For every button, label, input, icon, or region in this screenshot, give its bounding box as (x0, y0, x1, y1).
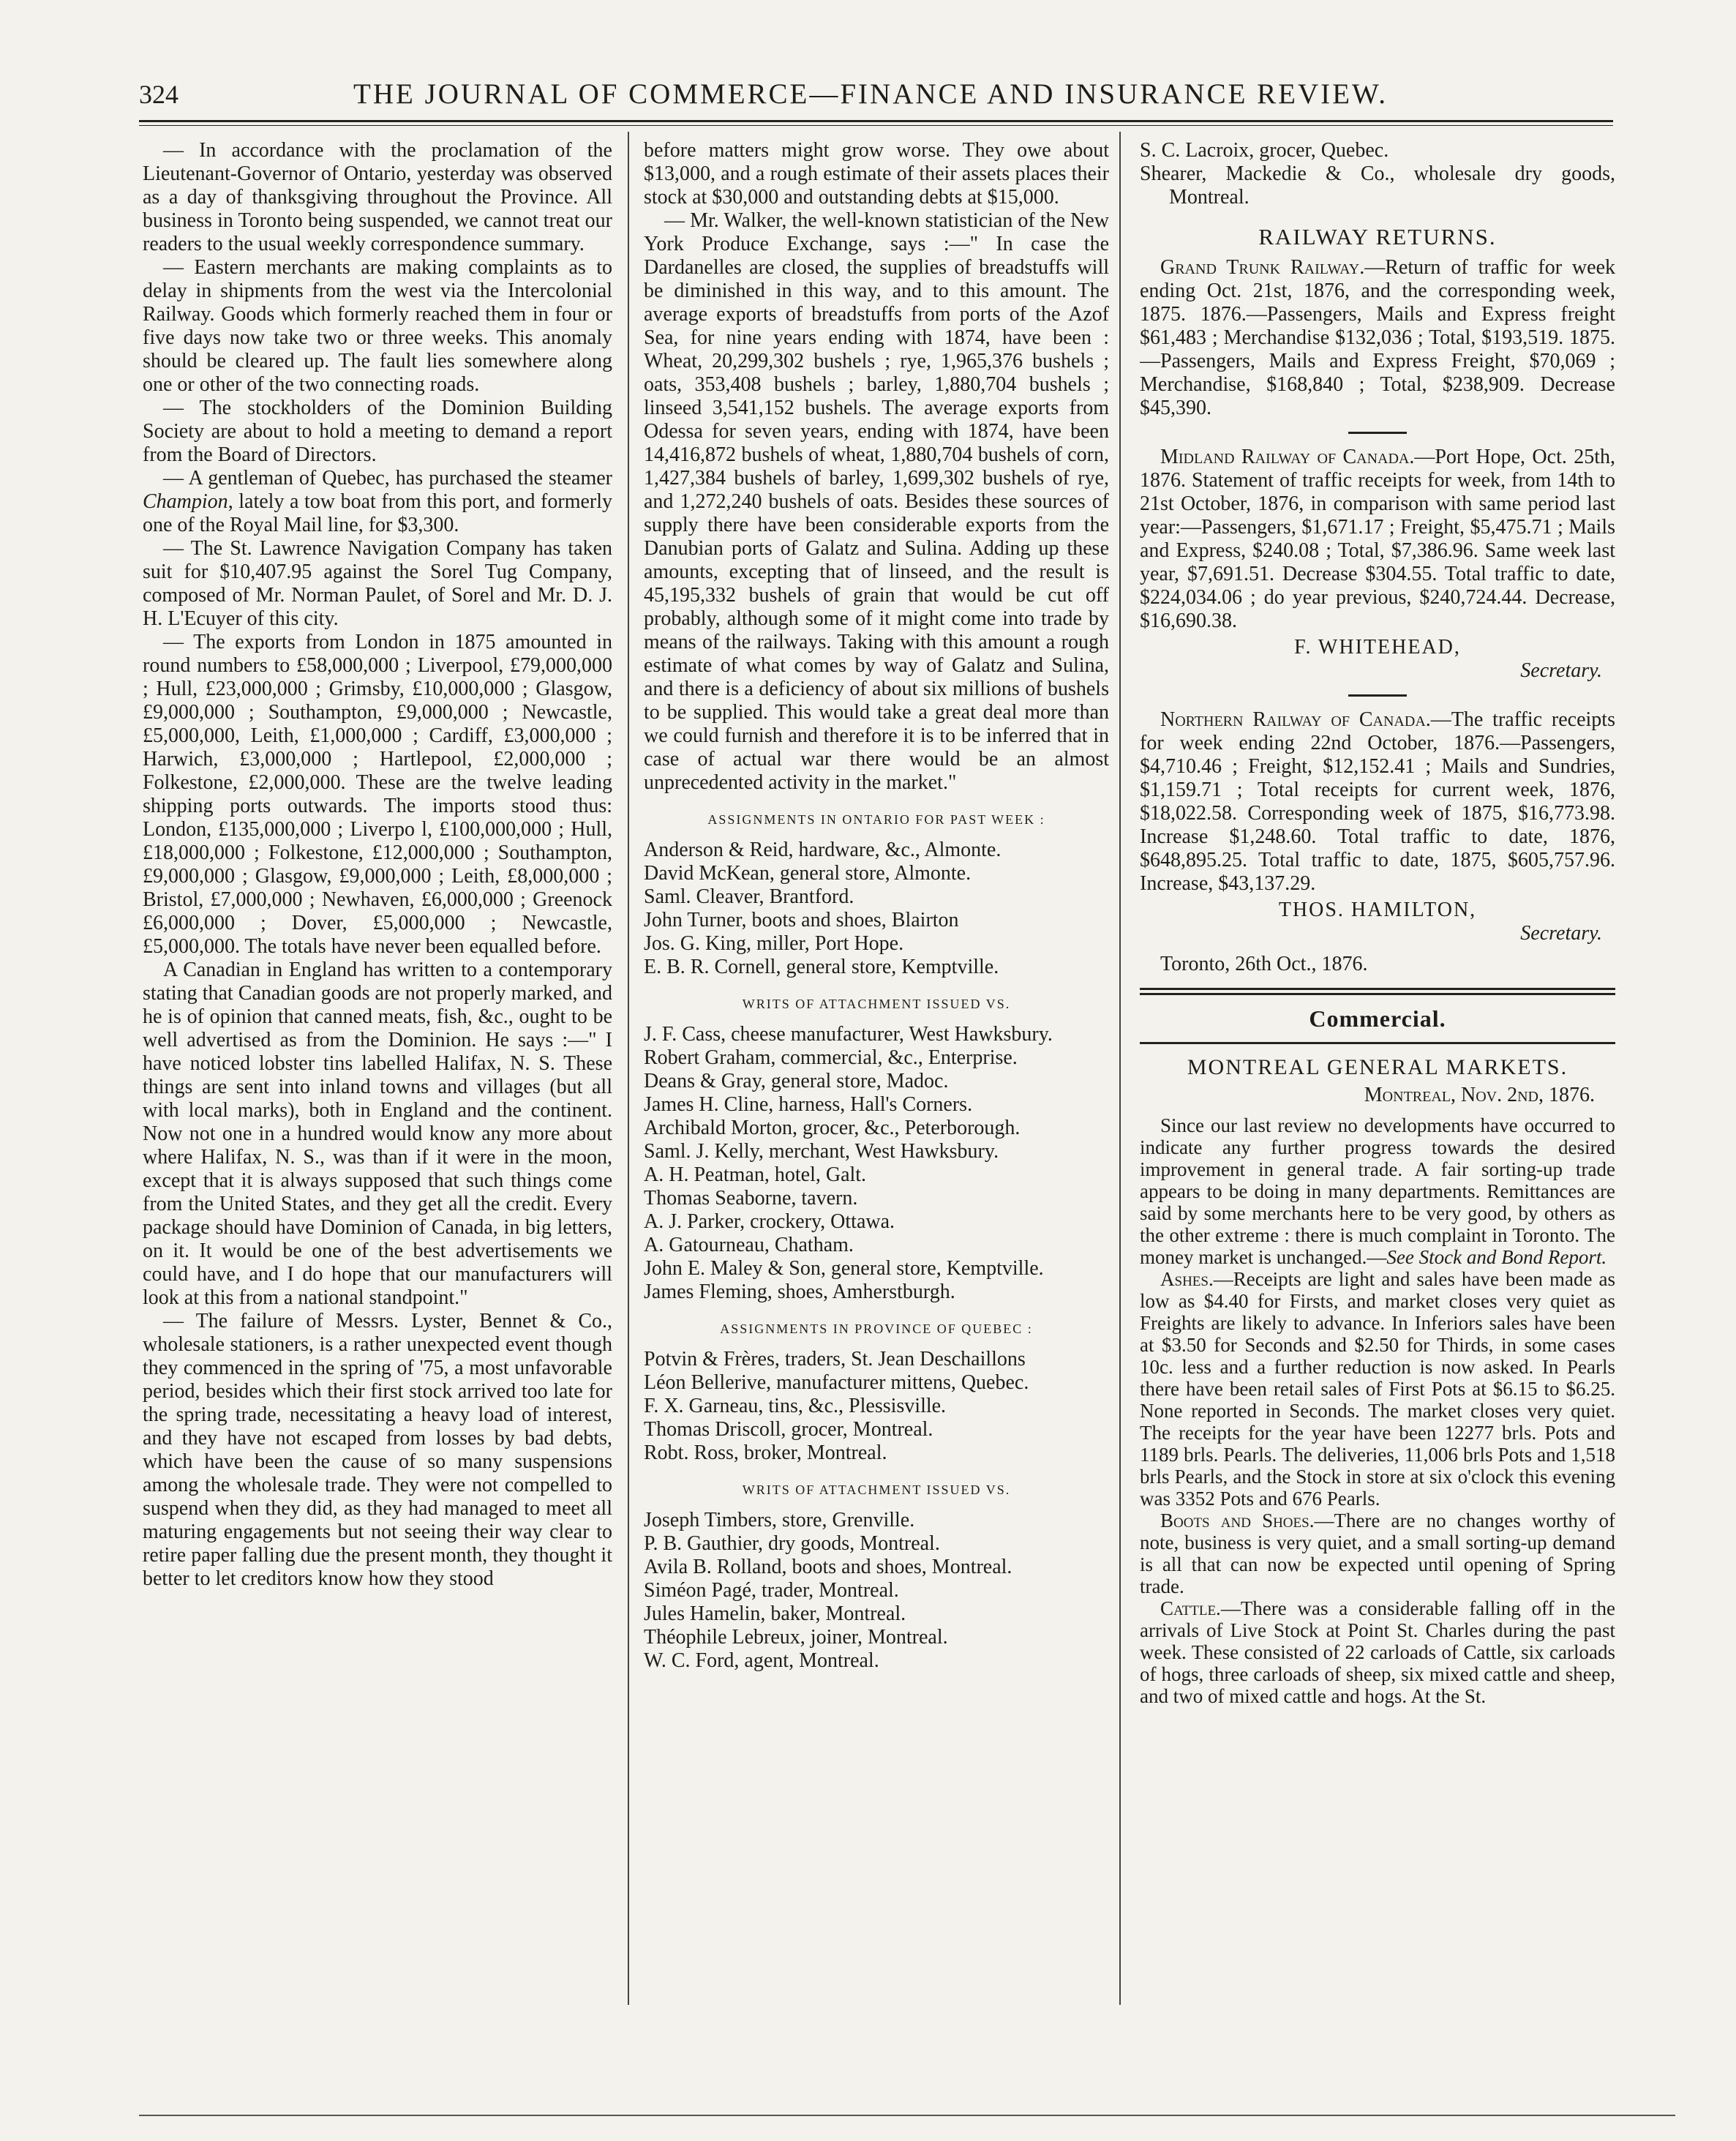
column-1 (143, 139, 612, 2009)
list-item: Deans & Gray, general store, Madoc. (644, 1070, 949, 1092)
paragraph-text: —Return of traffic for week ending Oct. 21st, 1876, and the corresponding week, 1875. 1876.—Passengers, Mails and Express freight $61,483 ; Merchandise $132,036 ; Total, $193,519. 1875.—Passengers, Mails and Express Freight, $70,069 ; Merchandise, $168,840 ; Total, $238,909. Decrease $45,390. (1140, 256, 1615, 419)
heading-ontario-assignments: ASSIGNMENTS IN ONTARIO FOR PAST WEEK : (707, 812, 1045, 827)
paragraph-text: — A gentleman of Quebec, has purchased the steamer (163, 467, 612, 490)
paragraph-breadstuffs: — Mr. Walker, the well-known statistician of the New York Produce Exchange, says :—" In case the Dardanelles are closed, the supplies of breadstuffs will be diminished in this way, and to this amount. The average exports of breadstuffs from ports of the Azof Sea, for nine years ending with 1874, have been : Wheat, 20,299,302 bushels ; rye, 1,965,376 bushels ; oats, 353,408 bushels ; barley, 1,880,704 bushels ; linseed 3,541,152 bushels. The average exports from Odessa for seven years, ending with 1874, have been 14,416,872 bushels of wheat, 1,880,704 bushels of corn, 1,427,384 bushels of barley, 1,699,302 bushels of rye, and 1,272,240 bushels of oats. Besides these sources of supply there have been considerable exports from the Danubian ports of Galatz and Sulina. Adding up these amounts, excepting that of linseed, and the result is 45,195,332 bushels of grain that would be cut off probably, although some of it might come into trade by means of the railways. Taking with this amount a rough estimate of what comes by way of Galatz and Sulina, and there is a deficiency of about six millions of bushels to be supplied. This would take a great deal more than we could furnish and therefore it is to be inferred that in case of actual war there would be an almost unprecedented activity in the market." (644, 209, 1109, 794)
paragraph-navigation-company: — The St. Lawrence Navigation Company has taken suit for $10,407.95 against the Sorel Tug Company, composed of Mr. Norman Paulet, of Sorel and Mr. D. J. H. L'Ecuyer of this city. (143, 537, 612, 630)
section-lead: Ashes. (1160, 1268, 1214, 1290)
list-item: Jos. G. King, miller, Port Hope. (644, 932, 904, 955)
paragraph-steamer-champion (143, 467, 612, 537)
steamer-name: Champion (143, 490, 228, 513)
list-item: David McKean, general store, Almonte. (644, 862, 972, 885)
paragraph-markets-intro (1140, 1114, 1615, 1268)
list-item: A. Gatourneau, Chatham. (644, 1234, 854, 1256)
list-item: A. J. Parker, crockery, Ottawa. (644, 1210, 895, 1233)
journal-title: THE JOURNAL OF COMMERCE—FINANCE AND INSURANCE REVIEW. (353, 78, 1388, 110)
column-3 (1140, 139, 1615, 2009)
railway-name: Northern Railway of Canada. (1160, 708, 1431, 731)
paragraph-london-exports: — The exports from London in 1875 amounted in round numbers to £58,000,000 ; Liverpool, £79,000,000 ; Hull, £23,000,000 ; Grimsby, £10,000,000 ; Glasgow, £9,000,000 ; Southampton, £9,000,000 ; Newcastle, £5,000,000, Leith, £1,000,000 ; Cardiff, £3,000,000 ; Harwich, £3,000,000 ; Hartlepool, £2,000,000 ; Folkestone, £2,000,000. These are the twelve leading shipping ports outwards. The imports stood thus: London, £135,000,000 ; Liverpo l, £100,000,000 ; Hull, £18,000,000 ; Folkestone, £12,000,000 ; Southampton, £9,000,000 ; Glasgow, £9,000,000 ; Leith, £8,000,000 ; Bristol, £7,000,000 ; Newhaven, £6,000,000 ; Greenock £6,000,000 ; Dover, £5,000,000 ; Newcastle, £5,000,000. The totals have never been equalled before. (143, 631, 612, 958)
list-item: Thomas Driscoll, grocer, Montreal. (644, 1418, 933, 1441)
paragraph-midland (1140, 446, 1615, 633)
section-double-rule (1140, 1042, 1615, 1044)
paragraph-ashes (1140, 1268, 1615, 1510)
list-item: Jules Hamelin, baker, Montreal. (644, 1602, 906, 1625)
list-item: Archibald Morton, grocer, &c., Peterborough. (644, 1117, 1021, 1139)
signature-role: Secretary. (1520, 922, 1602, 945)
heading-montreal-markets: MONTREAL GENERAL MARKETS. (1187, 1055, 1568, 1079)
list-item: F. X. Garneau, tins, &c., Plessisville. (644, 1395, 947, 1417)
list-item: John Turner, boots and shoes, Blairton (644, 909, 959, 931)
signature-name: F. WHITEHEAD, (1294, 636, 1461, 659)
list-item: Thomas Seaborne, tavern. (644, 1187, 858, 1210)
heading-writs-quebec: WRITS OF ATTACHMENT ISSUED VS. (742, 1482, 1011, 1497)
list-item: Siméon Pagé, trader, Montreal. (644, 1579, 899, 1602)
list-item: Shearer, Mackedie & Co., wholesale dry goods, Montreal. (1140, 162, 1615, 209)
cross-reference: See Stock and Bond Report. (1386, 1246, 1607, 1268)
column-rule-1 (628, 132, 629, 2005)
paragraph-text: —There was a considerable falling off in the arrivals of Live Stock at Point St. Charles during the past week. These consisted of 22 carloads of Cattle, six carloads of hogs, three carloads of sheep, six mixed cattle and sheep, and two of mixed cattle and hogs. At the St. (1140, 1597, 1615, 1707)
paragraph-northern (1140, 708, 1615, 896)
paragraph-text: —There are no changes worthy of note, business is very quiet, and a small sorting-up demand is all that can now be expected until opening of Spring trade. (1140, 1510, 1615, 1597)
list-item: Joseph Timbers, store, Grenville. (644, 1509, 915, 1531)
paragraph-building-society: — The stockholders of the Dominion Building Society are about to hold a meeting to demand a report from the Board of Directors. (143, 397, 612, 466)
paragraph-cattle (1140, 1597, 1615, 1707)
list-item: James Fleming, shoes, Amherstburgh. (644, 1281, 955, 1303)
railway-name: Midland Railway of Canada. (1160, 446, 1415, 468)
list-item: Saml. J. Kelly, merchant, West Hawksbury. (644, 1140, 999, 1163)
header-rule (139, 120, 1613, 122)
paragraph-boots-shoes (1140, 1510, 1615, 1597)
heading-railway-returns: RAILWAY RETURNS. (1258, 224, 1497, 250)
short-divider (1348, 694, 1407, 697)
heading-quebec-assignments: ASSIGNMENTS IN PROVINCE OF QUEBEC : (720, 1321, 1033, 1336)
paragraph-text: , lately a tow boat from this port, and formerly one of the Royal Mail line, for $3,300. (143, 490, 612, 536)
list-item: James H. Cline, harness, Hall's Corners. (644, 1093, 973, 1116)
section-lead: Boots and Shoes. (1160, 1510, 1315, 1531)
paragraph-grand-trunk (1140, 256, 1615, 420)
paragraph-text: —Port Hope, Oct. 25th, 1876. Statement of traffic receipts for week, from 14th to 21st October, 1876, in comparison with same period last year:—Passengers, $1,671.17 ; Freight, $5,475.71 ; Mails and Express, $240.08 ; Total, $7,386.96. Same week last year, $7,691.51. Decrease $304.55. Total traffic to date, $224,034.06 ; do year previous, $240,724.44. Decrease, $16,690.38. (1140, 446, 1615, 632)
railway-name: Grand Trunk Railway. (1160, 256, 1365, 279)
page-number: 324 (139, 80, 179, 109)
list-item: Robert Graham, commercial, &c., Enterprise. (644, 1046, 1018, 1069)
header-rule-thin (139, 125, 1613, 126)
paragraph-text: —Receipts are light and sales have been made as low as $4.40 for Firsts, and market closes very quiet as Freights are likely to advance. In Inferiors sales have been at $3.50 for Seconds and $2.50 for Thirds, in some cases 10c. less and a further reduction is now asked. In Pearls there have been retail sales of First Pots at $6.15 to $6.25. None reported in Seconds. The market closes very quiet. The receipts for the year have been 12277 brls. Pots and 1189 brls. Pearls. The deliveries, 11,006 brls Pots and 1,518 brls Pearls, and the Stock in store at six o'clock this evening was 3352 Pots and 676 Pearls. (1140, 1268, 1615, 1510)
footer-rule (139, 2115, 1675, 2116)
section-double-rule (1140, 988, 1615, 995)
column-rule-2 (1119, 132, 1121, 2005)
list-item: Léon Bellerive, manufacturer mittens, Quebec. (644, 1371, 1029, 1394)
signature-role: Secretary. (1520, 659, 1602, 682)
list-item: W. C. Ford, agent, Montreal. (644, 1649, 879, 1672)
list-item: Potvin & Frères, traders, St. Jean Deschaillons (644, 1348, 1026, 1371)
paragraph-lyster-continued: before matters might grow worse. They owe about $13,000, and a rough estimate of their assets places their stock at $30,000 and outstanding debts at $15,000. (644, 139, 1109, 209)
paragraph-lyster-bennet-failure: — The failure of Messrs. Lyster, Bennet & Co., wholesale stationers, is a rather unexpected event though they commenced in the spring of '75, a most unfavorable period, besides which their first stock arrived too late for the spring trade, necessitating a heavy load of interest, and they have not escaped from losses by bad debts, which have been the cause of so many suspensions among the wholesale trade. They were not compelled to suspend when they did, as they had managed to meet all maturing engagements but not seeing their way clear to retire paper falling due the present month, they thought it better to let creditors know how they stood (143, 1310, 612, 1590)
list-item: A. H. Peatman, hotel, Galt. (644, 1163, 867, 1186)
paragraph-text: Since our last review no developments have occurred to indicate any further progress towards the desired improvement in general trade. A fair sorting-up trade appears to be doing in many departments. Remittances are said by some merchants here to be very good, by others as the other extreme : there is much complaint in Toronto. The money market is unchanged.— (1140, 1114, 1615, 1268)
list-item: Théophile Lebreux, joiner, Montreal. (644, 1626, 948, 1649)
heading-commercial: Commercial. (1309, 1005, 1446, 1032)
list-item: Avila B. Rolland, boots and shoes, Montreal. (644, 1556, 1012, 1578)
paragraph-thanksgiving: — In accordance with the proclamation of the Lieutenant-Governor of Ontario, yesterday was observed as a day of thanksgiving throughout the Province. All business in Toronto being suspended, we cannot treat our readers to the usual weekly correspondence summary. (143, 139, 612, 255)
page-header (139, 73, 1602, 117)
list-item: John E. Maley & Son, general store, Kemptville. (644, 1257, 1044, 1280)
markets-dateline: Montreal, Nov. 2nd, 1876. (1364, 1084, 1595, 1106)
signature-name: THOS. HAMILTON, (1278, 899, 1477, 921)
list-item: Robt. Ross, broker, Montreal. (644, 1441, 887, 1464)
dateline: Toronto, 26th Oct., 1876. (1160, 953, 1368, 975)
paragraph-eastern-merchants: — Eastern merchants are making complaints as to delay in shipments from the west via the Intercolonial Railway. Goods which formerly reached them in four or five days now take two or three weeks. This anomaly should be cleared up. The fault lies somewhere along one or other of the two connecting roads. (143, 256, 612, 396)
heading-writs-ontario: WRITS OF ATTACHMENT ISSUED VS. (742, 997, 1011, 1011)
paragraph-canadian-goods: A Canadian in England has written to a contemporary stating that Canadian goods are not properly marked, and he is of opinion that canned meats, fish, &c., ought to be well advertised as from the Dominion. He says :—" I have noticed lobster tins labelled Halifax, N. S. These things are sent into inland towns and villages (but all with local marks), both in England and the continent. Now not one in a hundred would know any more about where Halifax, N. S., was than if it were in the moon, except that it is always supposed that such things come from the United States, and they get all the credit. Every package should have Dominion of Canada, in big letters, on it. It would be one of the best advertisements we could have, and I do hope that our manufacturers will look at this from a national standpoint." (143, 959, 612, 1309)
paragraph-text: —The traffic receipts for week ending 22nd October, 1876.—Passengers, $4,710.46 ; Freight, $12,152.41 ; Mails and Sundries, $1,159.71 ; Total receipts for current week, 1876, $18,022.58. Corresponding week of 1875, $16,773.98. Increase $1,248.60. Total traffic to date, 1876, $648,895.25. Total traffic to date, 1875, $605,757.96. Increase, $43,137.29. (1140, 708, 1615, 895)
section-lead: Cattle. (1160, 1597, 1221, 1619)
short-divider (1348, 432, 1407, 434)
list-item: J. F. Cass, cheese manufacturer, West Hawksbury. (644, 1023, 1053, 1046)
list-item: S. C. Lacroix, grocer, Quebec. (1140, 139, 1389, 162)
list-item: Saml. Cleaver, Brantford. (644, 885, 854, 908)
column-2 (644, 139, 1109, 2009)
list-item: E. B. R. Cornell, general store, Kemptville. (644, 956, 999, 978)
list-item: Anderson & Reid, hardware, &c., Almonte. (644, 839, 1002, 861)
list-item: P. B. Gauthier, dry goods, Montreal. (644, 1532, 940, 1555)
